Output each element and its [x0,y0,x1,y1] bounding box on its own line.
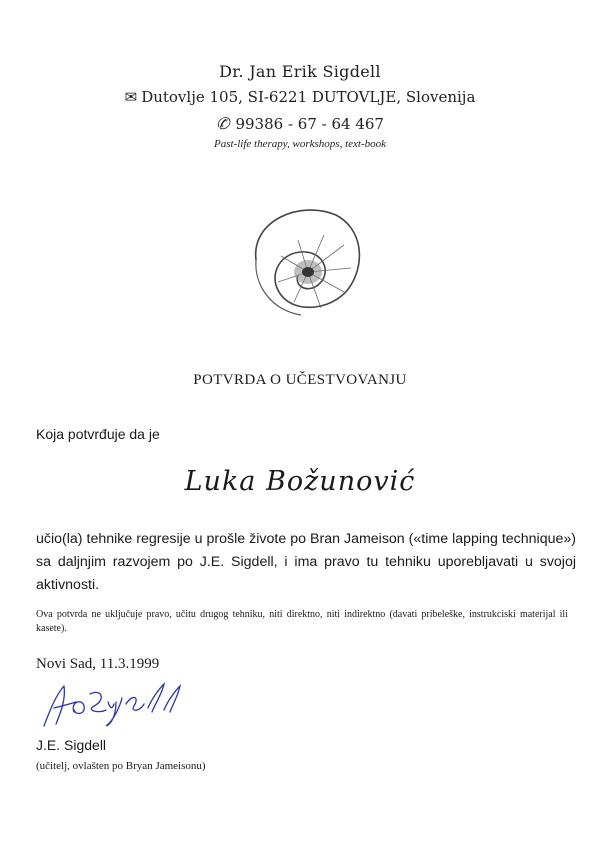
participant-name: Luka Božunović [184,466,416,497]
header-name: Dr. Jan Erik Sigdell [219,62,381,81]
intro-line: Koja potvrđuje da je [36,426,160,442]
body-paragraph: učio(la) tehnike regresije u prošle živote po Bran Jameison («time lapping technique») sa daljnjim razvojem po J.E. Sigdell, i ima pravo tu tehniku uporebljavati u svojoj aktivnosti. [36,531,576,593]
place-and-date: Novi Sad, 11.3.1999 [36,656,160,672]
header-address-line [0,88,600,106]
nautilus-shell-logo [226,190,376,330]
header-phone-line [0,114,600,133]
header-phone: 99386 - 67 - 64 467 [235,115,384,133]
phone-icon: ✆ [216,114,230,133]
handwritten-signature [36,680,186,730]
signer-role: (učitelj, ovlašten po Bryan Jameisonu) [36,760,206,772]
signer-name: J.E. Sigdell [36,737,107,753]
certificate-title: POTVRDA O UČESTVOVANJU [193,372,407,388]
header-subtitle: Past-life therapy, workshops, text-book [214,138,386,150]
header-address: Dutovlje 105, SI-6221 DUTOVLJE, Slovenija [141,88,476,106]
disclaimer-note: Ova potvrda ne uključuje pravo, učitu drugog tehniku, niti direktno, niti indirektno (davati pribeleške, instrukciski materijal ili kasete). [36,609,568,634]
envelope-icon: ✉ [124,88,138,106]
